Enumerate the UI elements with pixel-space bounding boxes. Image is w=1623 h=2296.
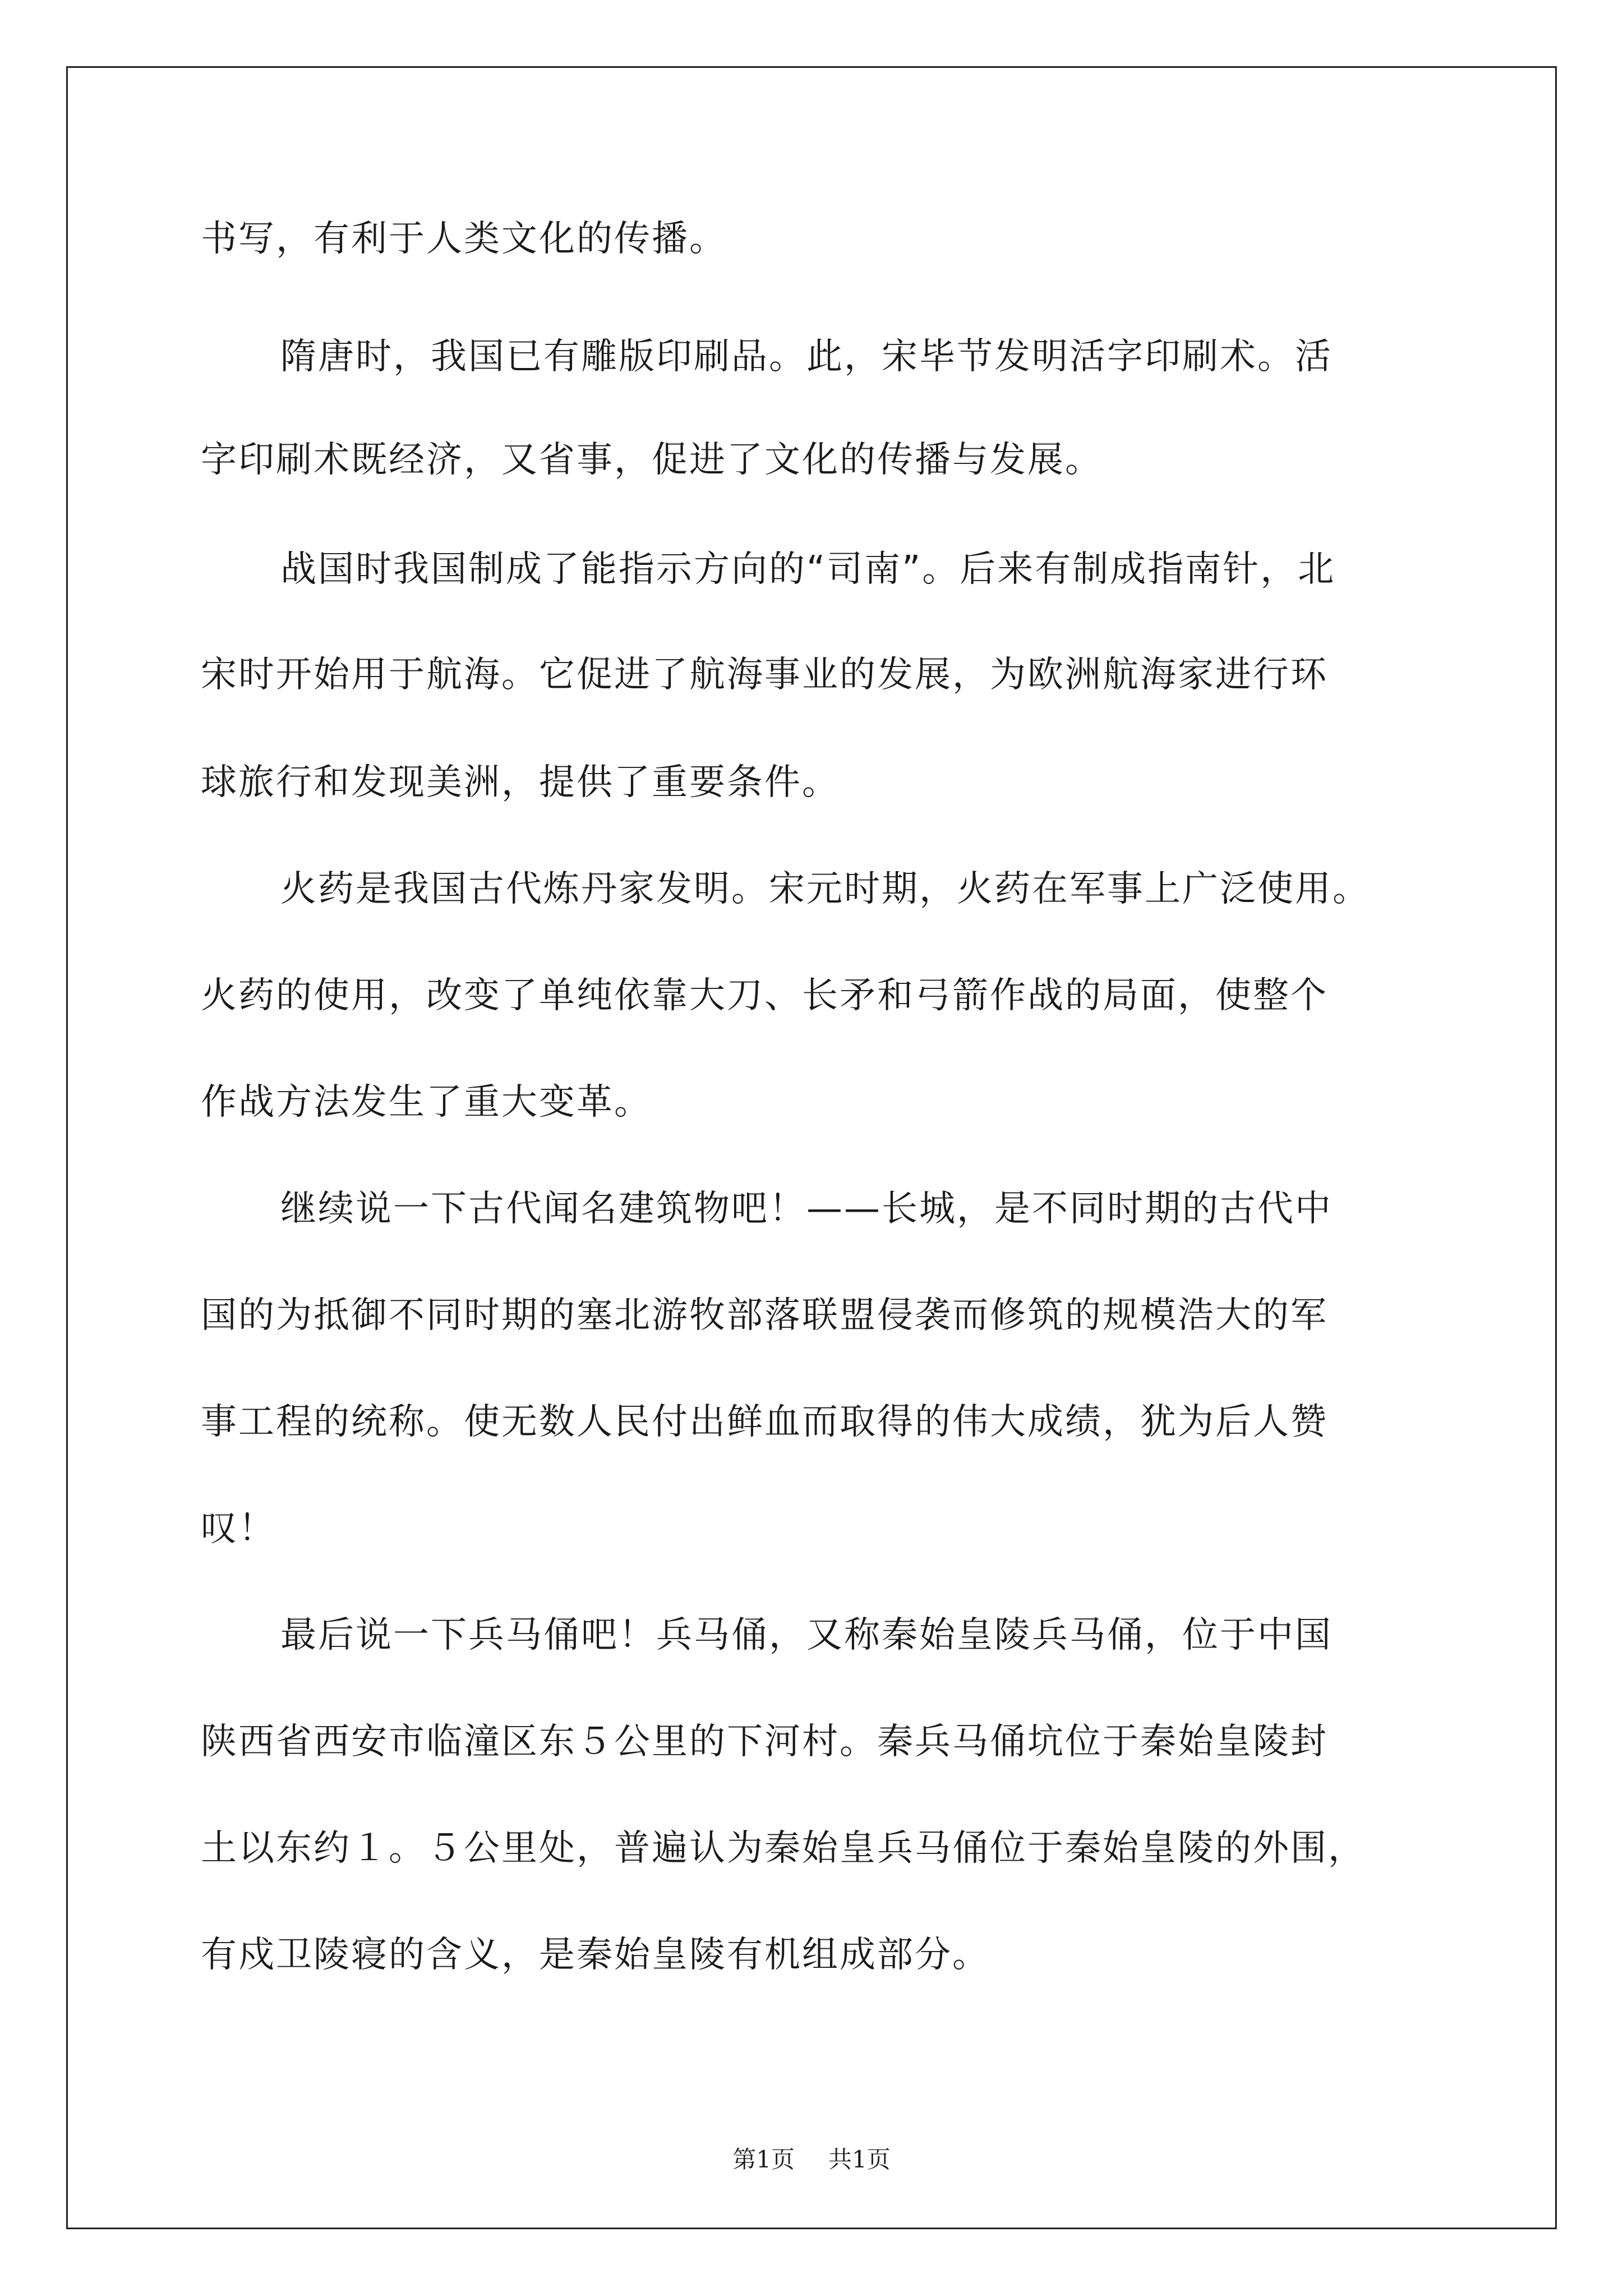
text-line: 作战方法发生了重大变革。 [201, 1082, 652, 1123]
text-line: 国的为抵御不同时期的塞北游牧部落联盟侵袭而修筑的规模浩大的军 [201, 1295, 1328, 1336]
text-line: 叹！ [201, 1508, 276, 1549]
page-border [66, 66, 1557, 2229]
text-line: 火药是我国古代炼丹家发明。宋元时期，火药在军事上广泛使用。 [280, 868, 1370, 910]
text-line: 事工程的统称。使无数人民付出鲜血而取得的伟大成绩，犹为后人赞 [201, 1401, 1328, 1443]
text-line: 土以东约１。５公里处，普遍认为秦始皇兵马俑位于秦始皇陵的外围， [201, 1828, 1366, 1869]
text-line: 最后说一下兵马俑吧！兵马俑，又称秦始皇陵兵马俑，位于中国 [280, 1614, 1332, 1656]
text-line: 隋唐时，我国已有雕版印刷品。此，宋毕节发明活字印刷术。活 [280, 336, 1332, 378]
text-line: 宋时开始用于航海。它促进了航海事业的发展，为欧洲航海家进行环 [201, 654, 1328, 696]
page-number: 第1页 [732, 2146, 795, 2173]
page-total: 共1页 [828, 2146, 891, 2173]
text-line: 有戍卫陵寝的含义，是秦始皇陵有机组成部分。 [201, 1934, 990, 1976]
page-footer [0, 2146, 1623, 2174]
text-line: 陕西省西安市临潼区东５公里的下河村。秦兵马俑坑位于秦始皇陵封 [201, 1721, 1328, 1763]
text-line: 书写，有利于人类文化的传播。 [201, 218, 727, 260]
text-line: 火药的使用，改变了单纯依靠大刀、长矛和弓箭作战的局面，使整个 [201, 975, 1328, 1016]
text-line: 字印刷术既经济，又省事，促进了文化的传播与发展。 [201, 439, 1103, 481]
text-line: 战国时我国制成了能指示方向的“司南”。后来有制成指南针，北 [280, 549, 1336, 590]
text-line: 球旅行和发现美洲，提供了重要条件。 [201, 762, 840, 803]
text-line: 继续说一下古代闻名建筑物吧！——长城，是不同时期的古代中 [280, 1188, 1332, 1230]
